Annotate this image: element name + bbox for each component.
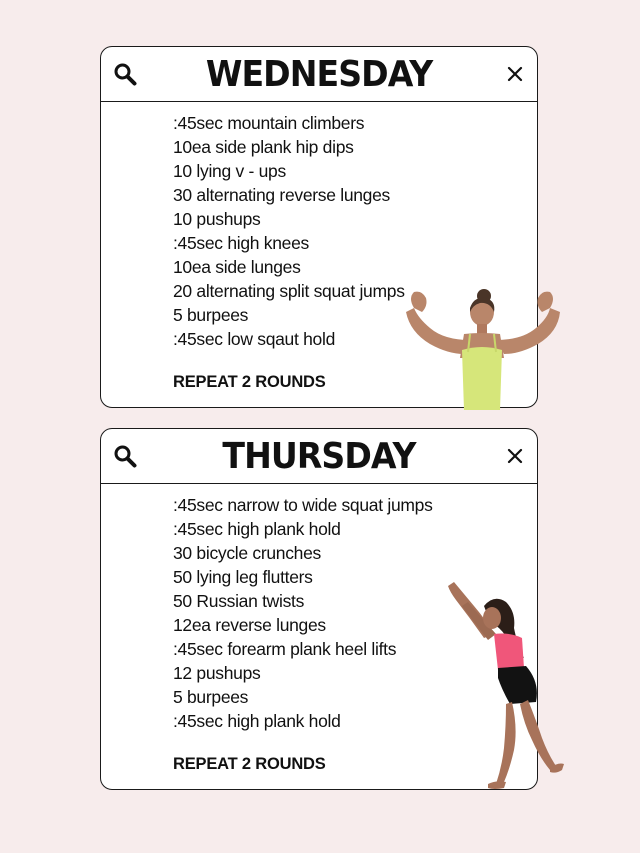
exercise-item: 12ea reverse lunges [173, 615, 326, 635]
thursday-header [101, 429, 537, 484]
exercise-item: :45sec high plank hold [173, 519, 341, 539]
search-icon[interactable] [113, 62, 137, 86]
exercise-item: :45sec mountain climbers [173, 113, 365, 133]
exercise-item: :45sec high plank hold [173, 711, 341, 731]
wednesday-repeat-note: REPEAT 2 ROUNDS [173, 373, 326, 391]
exercise-item: 10 pushups [173, 209, 261, 229]
thursday-exercise-list [173, 493, 527, 733]
wednesday-title: WEDNESDAY [205, 53, 433, 95]
wednesday-exercise-list [173, 111, 527, 351]
exercise-item: 10 lying v - ups [173, 161, 286, 181]
exercise-item: 12 pushups [173, 663, 261, 683]
thursday-card [100, 428, 538, 790]
exercise-item: 50 lying leg flutters [173, 567, 313, 587]
exercise-item: 5 burpees [173, 305, 249, 325]
exercise-item: 10ea side plank hip dips [173, 137, 354, 157]
exercise-item: 30 alternating reverse lunges [173, 185, 390, 205]
exercise-item: 20 alternating split squat jumps [173, 281, 405, 301]
exercise-item: :45sec low sqaut hold [173, 329, 336, 349]
exercise-item: 5 burpees [173, 687, 249, 707]
wednesday-header [101, 47, 537, 102]
exercise-item: 30 bicycle crunches [173, 543, 321, 563]
exercise-item: :45sec high knees [173, 233, 309, 253]
wednesday-card [100, 46, 538, 408]
exercise-item: :45sec forearm plank heel lifts [173, 639, 397, 659]
close-icon[interactable] [505, 64, 525, 84]
thursday-repeat-note: REPEAT 2 ROUNDS [173, 755, 326, 773]
exercise-item: 10ea side lunges [173, 257, 301, 277]
exercise-item: :45sec narrow to wide squat jumps [173, 495, 433, 515]
thursday-title: THURSDAY [222, 435, 416, 477]
search-icon[interactable] [113, 444, 137, 468]
close-icon[interactable] [505, 446, 525, 466]
thursday-body [173, 493, 527, 774]
exercise-item: 50 Russian twists [173, 591, 305, 611]
wednesday-body [173, 111, 527, 392]
